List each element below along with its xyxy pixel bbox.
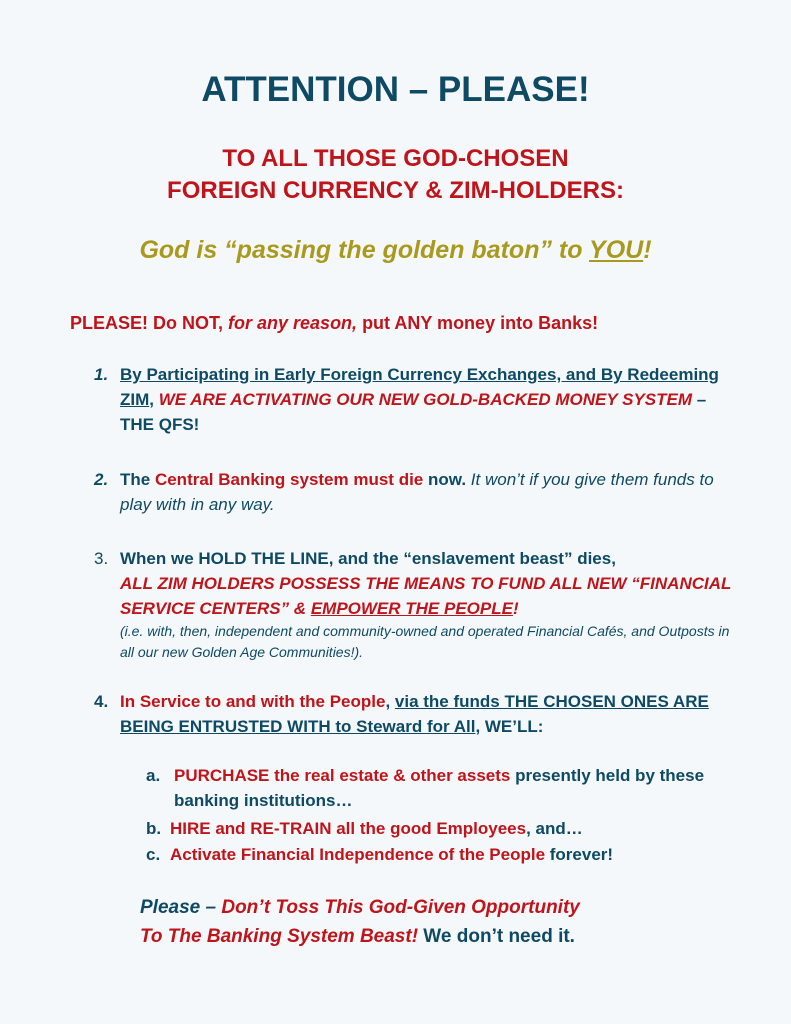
golden-baton-heading	[0, 236, 791, 265]
closing-red-1: Don’t Toss This God-Given Opportunity	[221, 897, 580, 918]
sub-item-a	[146, 763, 746, 813]
sub-b-teal: , and…	[526, 819, 583, 838]
subtitle-line-1: TO ALL THOSE GOD-CHOSEN	[222, 145, 569, 172]
sub-b-red: HIRE and RE-TRAIN all the good Employees	[170, 819, 527, 838]
warning-post: put ANY money into Banks!	[357, 313, 599, 333]
closing-please: Please –	[140, 897, 222, 918]
golden-pre: God is “passing the golden baton” to	[139, 236, 590, 264]
item1-red: WE ARE ACTIVATING OUR NEW GOLD-BACKED MONEY SYSTEM	[158, 390, 693, 409]
item2-red: Central Banking system must die	[154, 470, 424, 489]
item4-red: In Service to and with the People	[120, 692, 386, 711]
sub-a-teal: presently held by these banking institutions…	[174, 766, 705, 810]
item4-underlined: via the funds THE CHOSEN ONES ARE BEING ENTRUSTED WITH to Steward for All	[120, 692, 709, 736]
closing-statement	[140, 893, 760, 951]
item1-tail: – THE QFS!	[120, 390, 707, 434]
sub-item-letter: a.	[146, 766, 161, 785]
item3-line1: When we HOLD THE LINE, and the “enslavement beast” dies,	[120, 549, 616, 568]
sub-item-c	[146, 842, 746, 867]
item-number: 1.	[94, 365, 109, 384]
closing-tail: We don’t need it.	[418, 926, 575, 947]
item3-red: ALL ZIM HOLDERS POSSESS THE MEANS TO FUND ALL NEW “FINANCIAL SERVICE CENTERS” &	[120, 574, 732, 618]
item3-red-end: !	[512, 599, 519, 618]
list-item-4	[94, 689, 734, 739]
list-item-2	[94, 467, 734, 517]
item-number: 2.	[94, 470, 109, 489]
item1-comma: ,	[149, 390, 159, 409]
closing-red-2: To The Banking System Beast!	[140, 926, 419, 947]
item-number: 4.	[94, 692, 109, 711]
item4-tail: , WE’LL:	[475, 717, 544, 736]
golden-post: !	[643, 236, 652, 264]
subtitle-line-2: FOREIGN CURRENCY & ZIM-HOLDERS:	[167, 177, 624, 204]
item2-mid: now.	[423, 470, 467, 489]
golden-you: YOU	[589, 236, 644, 264]
sub-item-letter: c.	[146, 845, 161, 864]
item4-comma: ,	[385, 692, 395, 711]
sub-c-teal: forever!	[545, 845, 614, 864]
sub-item-letter: b.	[146, 819, 162, 838]
item3-red-underlined: EMPOWER THE PEOPLE	[310, 599, 513, 618]
item-number: 3.	[94, 549, 109, 568]
list-item-3	[94, 546, 734, 663]
item3-note: (i.e. with, then, independent and community-owned and operated Financial Cafés, and Outposts in all our new Golden Age Communities!).	[120, 623, 730, 660]
page-title: ATTENTION – PLEASE!	[201, 70, 590, 109]
list-item-1	[94, 362, 734, 437]
subtitle	[0, 143, 791, 207]
warning-italic: for any reason,	[228, 313, 358, 333]
item1-underlined: By Participating in Early Foreign Currency Exchanges, and By Redeeming ZIM	[120, 365, 719, 409]
warning-pre: PLEASE! Do NOT,	[70, 313, 229, 333]
warning-line	[70, 313, 770, 334]
item2-italic: It won’t if you give them funds to play with in any way.	[120, 470, 714, 514]
item2-pre: The	[120, 470, 155, 489]
sub-a-red: PURCHASE	[174, 766, 270, 785]
sub-a-rest: the real estate & other assets	[269, 766, 511, 785]
sub-item-b	[146, 816, 746, 841]
sub-c-red: Activate Financial Independence of the People	[170, 845, 546, 864]
